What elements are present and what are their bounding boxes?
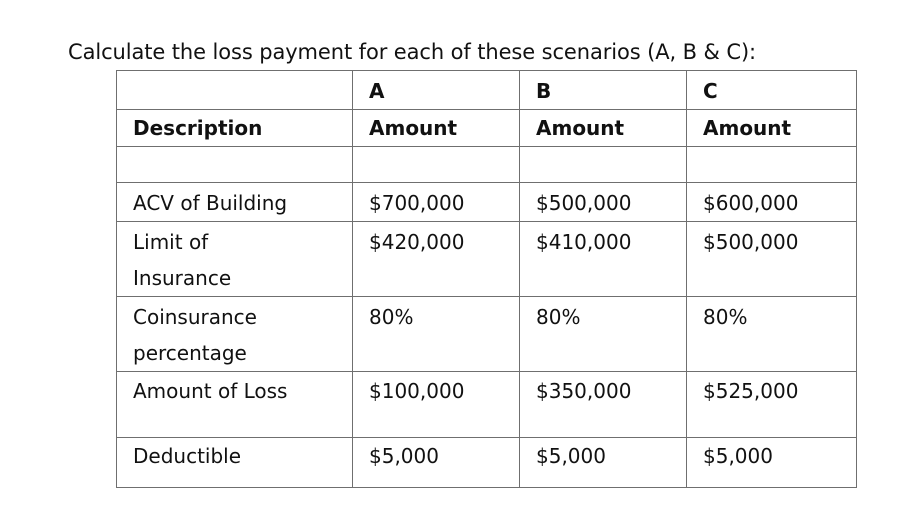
blank-cell <box>117 71 353 110</box>
cell-value-b: $410,000 <box>520 222 687 297</box>
cell-value-c: $5,000 <box>687 438 857 488</box>
cell-value-c: $525,000 <box>687 372 857 438</box>
row-label-text: Coinsurance percentage <box>133 305 257 365</box>
cell-value-c: 80% <box>687 297 857 372</box>
cell-value-a: $5,000 <box>353 438 520 488</box>
cell-value-b: 80% <box>520 297 687 372</box>
table-row <box>117 297 857 372</box>
cell-value-c: $500,000 <box>687 222 857 297</box>
row-label: Deductible <box>117 438 353 488</box>
amount-header-a: Amount <box>353 110 520 147</box>
table-row <box>117 438 857 488</box>
cell-value-b: $500,000 <box>520 183 687 222</box>
cell-value-c: $600,000 <box>687 183 857 222</box>
table-row <box>117 222 857 297</box>
table-header-letters <box>117 71 857 110</box>
scenarios-table <box>116 70 857 488</box>
column-letter-c: C <box>687 71 857 110</box>
empty-cell <box>117 147 353 183</box>
row-label <box>117 297 353 372</box>
empty-cell <box>520 147 687 183</box>
empty-cell <box>353 147 520 183</box>
row-label: ACV of Building <box>117 183 353 222</box>
cell-value-a: 80% <box>353 297 520 372</box>
description-header: Description <box>117 110 353 147</box>
column-letter-a: A <box>353 71 520 110</box>
page-title: Calculate the loss payment for each of these scenarios (A, B & C): <box>68 40 757 64</box>
cell-value-a: $100,000 <box>353 372 520 438</box>
cell-value-b: $350,000 <box>520 372 687 438</box>
cell-value-b: $5,000 <box>520 438 687 488</box>
table-row <box>117 183 857 222</box>
row-label: Amount of Loss <box>117 372 353 438</box>
amount-header-b: Amount <box>520 110 687 147</box>
row-label <box>117 222 353 297</box>
cell-value-a: $700,000 <box>353 183 520 222</box>
cell-value-a: $420,000 <box>353 222 520 297</box>
table-header-row <box>117 110 857 147</box>
empty-cell <box>687 147 857 183</box>
row-label-text: Limit of Insurance <box>133 230 232 290</box>
amount-header-c: Amount <box>687 110 857 147</box>
table-row <box>117 372 857 438</box>
column-letter-b: B <box>520 71 687 110</box>
table-row-empty <box>117 147 857 183</box>
